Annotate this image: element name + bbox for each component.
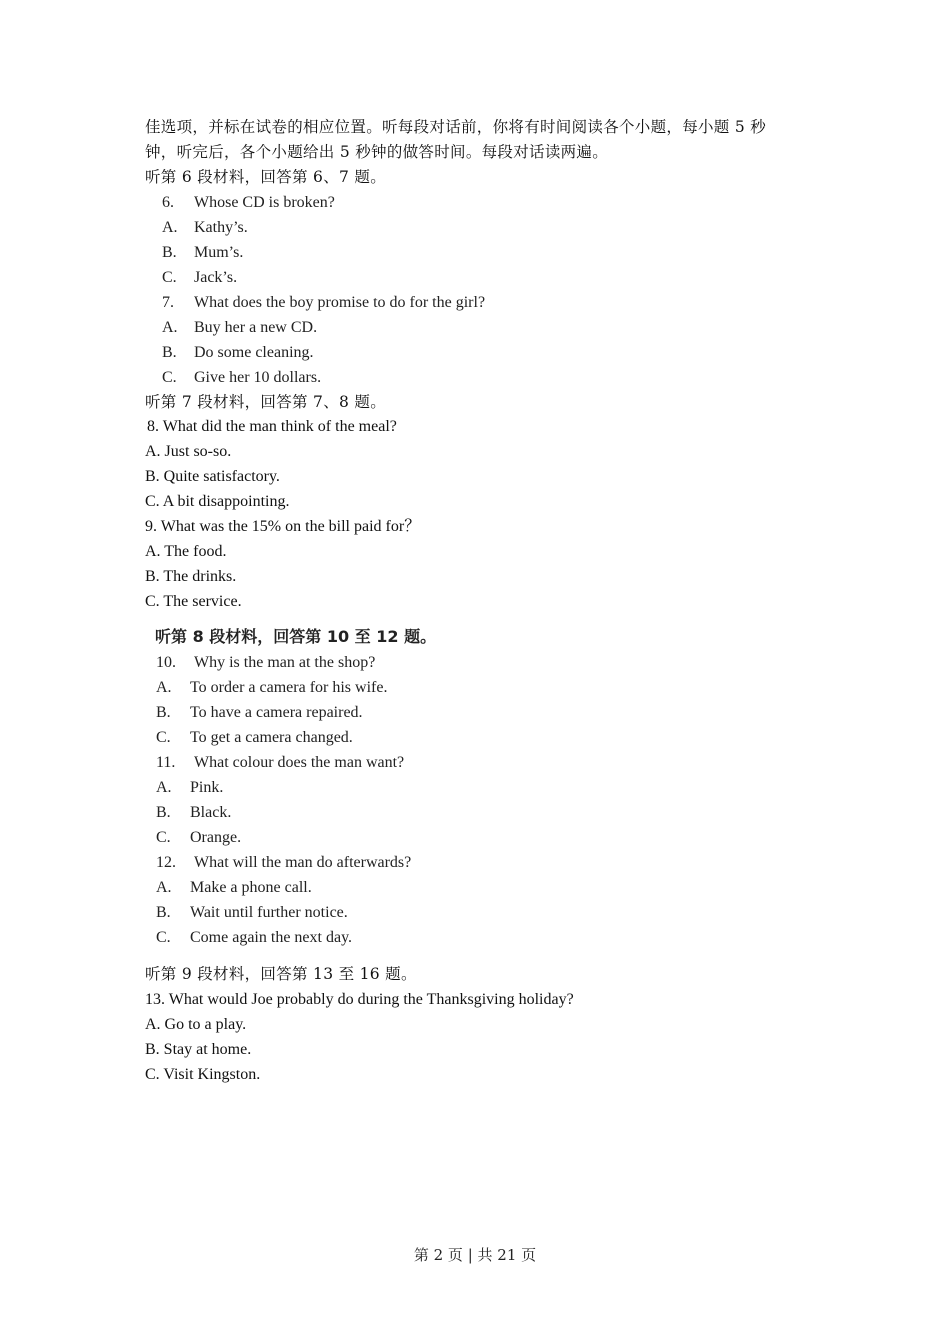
- option-letter: B.: [162, 244, 177, 261]
- question-text: Why is the man at the shop?: [194, 654, 376, 671]
- option-7c: [162, 368, 321, 388]
- option-8c: C. A bit disappointing.: [145, 493, 290, 510]
- question-number: 6.: [162, 194, 174, 211]
- option-letter: B.: [156, 804, 171, 821]
- option-13a: A. Go to a play.: [145, 1016, 247, 1033]
- option-9c: C. The service.: [145, 593, 242, 610]
- question-text: What does the boy promise to do for the girl?: [194, 294, 486, 311]
- question-number: 12.: [156, 854, 176, 871]
- section-8-heading: 听第 8 段材料，回答第 10 至 12 题。: [155, 627, 437, 646]
- option-letter: C.: [162, 369, 177, 386]
- question-number: 10.: [156, 654, 176, 671]
- intro-line-1: 佳选项，并标在试卷的相应位置。听每段对话前，你将有时间阅读各个小题，每小题 5 秒: [145, 118, 767, 136]
- option-letter: C.: [162, 269, 177, 286]
- question-8: 8. What did the man think of the meal?: [147, 418, 397, 435]
- option-10b: [156, 703, 363, 723]
- option-11b: [156, 803, 231, 823]
- section-6-heading: 听第 6 段材料，回答第 6、7 题。: [145, 168, 386, 186]
- option-letter: C.: [156, 729, 171, 746]
- intro-line-2: 钟，听完后，各个小题给出 5 秒钟的做答时间。每段对话读两遍。: [145, 143, 609, 161]
- option-7b: [162, 343, 314, 363]
- option-text: Make a phone call.: [190, 879, 312, 896]
- option-letter: B.: [156, 704, 171, 721]
- option-6a: [162, 218, 248, 238]
- option-12a: [156, 878, 312, 898]
- question-number: 11.: [156, 754, 176, 771]
- option-12b: [156, 903, 348, 923]
- option-text: Kathy’s.: [194, 219, 248, 236]
- option-7a: [162, 318, 317, 338]
- option-6c: [162, 268, 237, 288]
- option-letter: C.: [156, 929, 171, 946]
- question-13: 13. What would Joe probably do during the Thanksgiving holiday?: [145, 991, 574, 1008]
- question-7: [162, 293, 485, 313]
- question-6: [162, 193, 335, 213]
- option-6b: [162, 243, 243, 263]
- option-10c: [156, 728, 353, 748]
- option-letter: C.: [156, 829, 171, 846]
- option-letter: A.: [156, 679, 172, 696]
- option-12c: [156, 928, 352, 948]
- option-9a: A. The food.: [145, 543, 227, 560]
- option-text: To get a camera changed.: [190, 729, 353, 746]
- question-12: [156, 853, 411, 873]
- option-letter: B.: [162, 344, 177, 361]
- question-text: What colour does the man want?: [194, 754, 405, 771]
- option-letter: A.: [162, 319, 178, 336]
- question-text: Whose CD is broken?: [194, 194, 335, 211]
- question-11: [156, 753, 404, 773]
- option-text: To order a camera for his wife.: [190, 679, 388, 696]
- option-letter: A.: [156, 779, 172, 796]
- question-9: 9. What was the 15% on the bill paid for？: [145, 518, 421, 535]
- question-text: What will the man do afterwards?: [194, 854, 412, 871]
- option-letter: A.: [156, 879, 172, 896]
- question-number: 7.: [162, 294, 174, 311]
- option-text: Give her 10 dollars.: [194, 369, 322, 386]
- option-8a: A. Just so-so.: [145, 443, 232, 460]
- option-text: Mum’s.: [194, 244, 244, 261]
- question-10: [156, 653, 375, 673]
- option-text: To have a camera repaired.: [190, 704, 363, 721]
- option-text: Do some cleaning.: [194, 344, 314, 361]
- option-text: Jack’s.: [194, 269, 238, 286]
- option-text: Come again the next day.: [190, 929, 353, 946]
- option-text: Wait until further notice.: [190, 904, 348, 921]
- option-text: Buy her a new CD.: [194, 319, 318, 336]
- page-footer: 第 2 页 | 共 21 页: [413, 1246, 537, 1264]
- option-13b: B. Stay at home.: [145, 1041, 252, 1058]
- option-letter: A.: [162, 219, 178, 236]
- option-8b: B. Quite satisfactory.: [145, 468, 280, 485]
- option-text: Orange.: [190, 829, 242, 846]
- option-11c: [156, 828, 241, 848]
- option-11a: [156, 778, 223, 798]
- option-text: Pink.: [190, 779, 224, 796]
- section-9-heading: 听第 9 段材料，回答第 13 至 16 题。: [145, 965, 417, 983]
- option-10a: [156, 678, 387, 698]
- option-letter: B.: [156, 904, 171, 921]
- section-7-heading: 听第 7 段材料，回答第 7、8 题。: [145, 393, 386, 411]
- option-9b: B. The drinks.: [145, 568, 237, 585]
- option-text: Black.: [190, 804, 232, 821]
- option-13c: C. Visit Kingston.: [145, 1066, 261, 1083]
